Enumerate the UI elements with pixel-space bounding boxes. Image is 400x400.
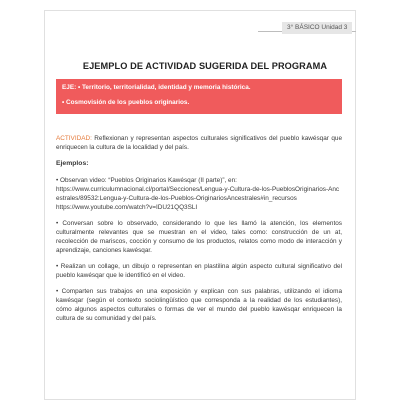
- example-item-4: • Comparten sus trabajos en una exposición y explican con sus palabras, utilizando el idioma kawésqar (según el contexto sociolingüístico que corresponda a la realidad de los estudiantes), cómo algunos aspectos culturales o formas de ver el mundo del pueblo kawésqar enriquecen la cultura de su comunidad y del país.: [56, 288, 342, 322]
- activity-paragraph: [56, 134, 342, 152]
- example-item-1: [56, 176, 342, 212]
- example-item-3: • Realizan un collage, un dibujo o representan en plastilina algún aspecto cultural significativo del pueblo kawésqar que le identificó en el video.: [56, 263, 342, 279]
- curriculum-link[interactable]: https://www.curriculumnacional.cl/portal/Secciones/Lengua-y-Cultura-de-los-PueblosOriginarios-Ancestrales/89532:Lengua-y-Cultura-de-los-Pueblos-OriginariosAncestrales#in_recursos: [56, 186, 340, 202]
- youtube-link[interactable]: https://www.youtube.com/watch?v=IDU21QQ3SLI: [56, 204, 198, 211]
- activity-label: ACTIVIDAD:: [56, 135, 92, 142]
- activity-content: [56, 134, 342, 330]
- unit-badge: 3° BÁSICO Unidad 3: [282, 22, 352, 34]
- page-title: EJEMPLO DE ACTIVIDAD SUGERIDA DEL PROGRAMA: [82, 61, 328, 71]
- example-item-2: • Conversan sobre lo observado, considerando lo que les llamó la atención, los elementos culturalmente relevantes que se muestran en el video, tales como: construcción de un at, recolección de mariscos, cocción y consumo de los productos, relatos como modo de interacción y aprendizaje, canciones kawésqar.: [56, 220, 342, 254]
- activity-text: Reflexionan y representan aspectos culturales significativos del pueblo kawésqar que enriquecen la cultura de la localidad y del país.: [56, 135, 342, 151]
- examples-title: Ejemplos:: [56, 160, 89, 167]
- eje-line-2: • Cosmovisión de los pueblos originarios.: [62, 99, 190, 106]
- eje-box: [56, 79, 342, 114]
- example-item-1-text: • Observan video: “Pueblos Originarios Kawésqar (II parte)”, en:: [56, 177, 237, 184]
- eje-line-1: EJE: • Territorio, territorialidad, identidad y memoria histórica.: [62, 84, 251, 91]
